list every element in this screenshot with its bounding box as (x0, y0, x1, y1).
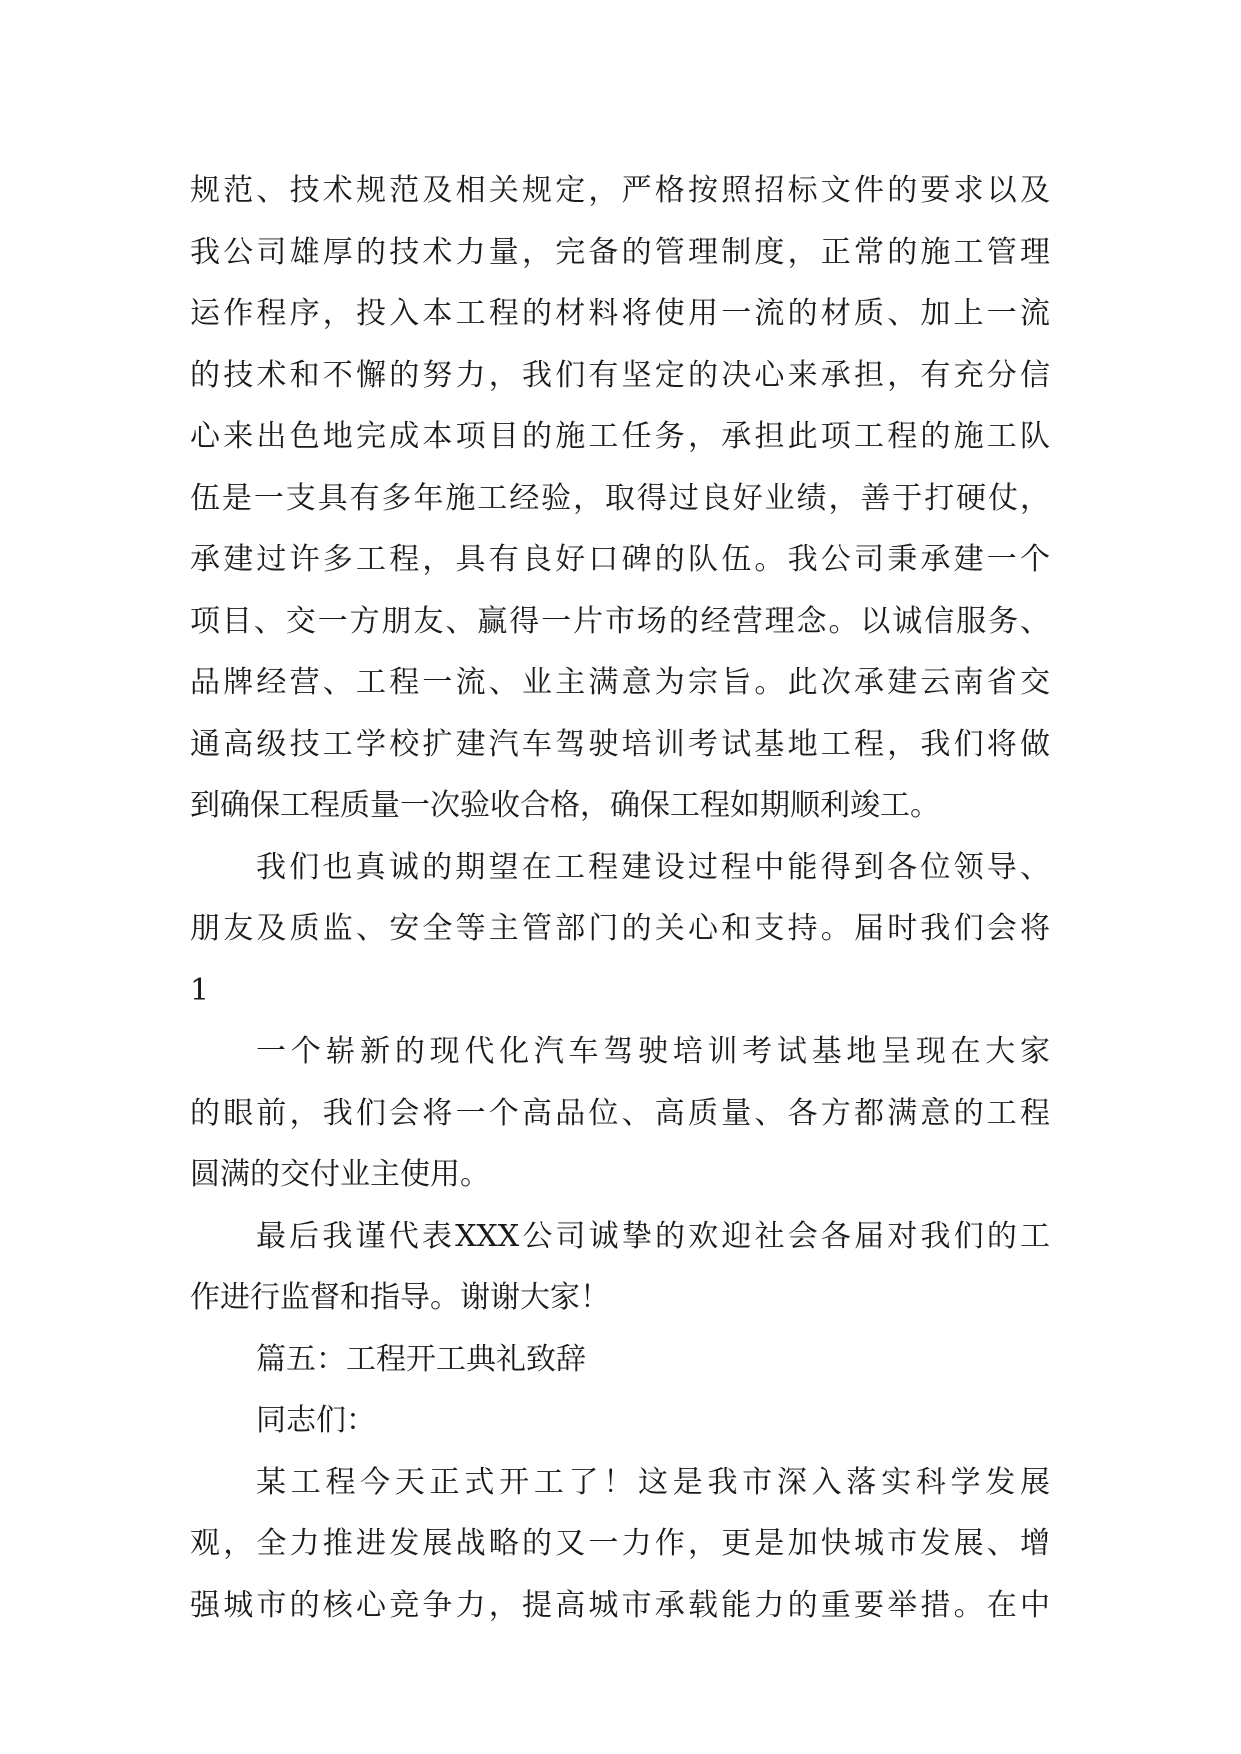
text-line: 某工程今天正式开工了！这是我市深入落实科学发展 (256, 1464, 1050, 1500)
text-line: 到确保工程质量一次验收合格，确保工程如期顺利竣工。 (190, 788, 940, 823)
text-line: 最后我谨代表XXX公司诚挚的欢迎社会各届对我们的工 (256, 1218, 1050, 1254)
text-line: 承建过许多工程，具有良好口碑的队伍。我公司秉承建一个 (190, 542, 1050, 577)
text-line: 我公司雄厚的技术力量，完备的管理制度，正常的施工管理 (190, 234, 1050, 270)
text-line: 项目、交一方朋友、赢得一片市场的经营理念。以诚信服务、 (190, 603, 1050, 639)
text-line: 的眼前，我们会将一个高品位、高质量、各方都满意的工程 (190, 1095, 1050, 1131)
text-line: 作进行监督和指导。谢谢大家！ (190, 1280, 610, 1315)
text-line: 我们也真诚的期望在工程建设过程中能得到各位领导、 (256, 849, 1050, 885)
text-line: 心来出色地完成本项目的施工任务，承担此项工程的施工队 (190, 419, 1050, 454)
text-line: 通高级技工学校扩建汽车驾驶培训考试基地工程，我们将做 (190, 726, 1050, 762)
text-line: 圆满的交付业主使用。 (190, 1157, 490, 1192)
text-line: 一个崭新的现代化汽车驾驶培训考试基地呈现在大家 (256, 1034, 1050, 1069)
page-number: 1 (190, 972, 210, 1008)
text-line: 篇五：工程开工典礼致辞 (256, 1341, 586, 1377)
text-line: 品牌经营、工程一流、业主满意为宗旨。此次承建云南省交 (190, 665, 1050, 700)
text-line: 伍是一支具有多年施工经验，取得过良好业绩，善于打硬仗， (190, 480, 1050, 516)
text-line: 观，全力推进发展战略的又一力作，更是加快城市发展、增 (190, 1526, 1050, 1561)
text-line: 强城市的核心竞争力，提高城市承载能力的重要举措。在中 (190, 1587, 1050, 1623)
text-line: 规范、技术规范及相关规定，严格按照招标文件的要求以及 (190, 173, 1050, 208)
text-line: 运作程序，投入本工程的材料将使用一流的材质、加上一流 (190, 296, 1050, 331)
document-body (190, 160, 1050, 1636)
text-line: 同志们： (256, 1403, 376, 1438)
text-line: 朋友及质监、安全等主管部门的关心和支持。届时我们会将 (190, 911, 1050, 946)
text-line: 的技术和不懈的努力，我们有坚定的决心来承担，有充分信 (190, 357, 1050, 393)
